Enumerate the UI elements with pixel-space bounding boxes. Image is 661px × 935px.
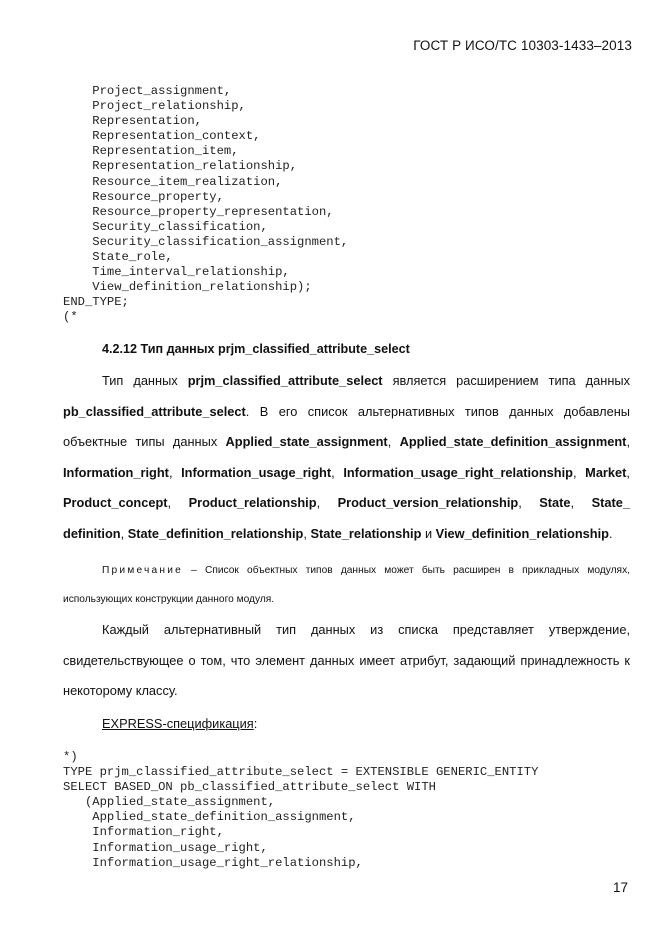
- code-line: Applied_state_definition_assignment,: [63, 810, 356, 825]
- code-line: *): [63, 750, 78, 764]
- paragraph-explanation: Каждый альтернативный тип данных из списка представляет утверждение, свидетельствующее о том, что элемент данных имеет атрибут, задающий принадлежность к некоторому классу.: [63, 622, 630, 699]
- code-line: Resource_property_representation,: [63, 204, 334, 219]
- code-line: Representation_item,: [63, 144, 239, 159]
- code-line: Resource_item_realization,: [63, 174, 283, 189]
- page-number: 17: [612, 880, 628, 895]
- note-text: – Список объектных типов данных может быть расширен в прикладных модулях, использующих конструкции данного модуля.: [63, 565, 630, 605]
- code-block-top: [63, 84, 348, 326]
- code-line: Security_classification_assignment,: [63, 234, 349, 249]
- code-line: State_role,: [63, 250, 173, 265]
- code-line: END_TYPE;: [63, 295, 129, 310]
- code-line: Representation_relationship,: [63, 159, 298, 174]
- code-line: Project_relationship,: [63, 99, 246, 114]
- code-line: (*: [63, 310, 78, 325]
- note-paragraph: [63, 556, 630, 614]
- code-line: View_definition_relationship);: [63, 280, 312, 295]
- code-line: Time_interval_relationship,: [63, 265, 290, 280]
- code-block-bottom: [63, 750, 538, 871]
- section-heading: 4.2.12 Тип данных prjm_classified_attribute_select: [102, 342, 410, 356]
- code-line: Security_classification,: [63, 219, 268, 234]
- paragraph-description: Тип данных prjm_classified_attribute_select является расширением типа данных pb_classified_attribute_select. В его список альтернативных типов данных добавлены объектные типы данных Applied_state_assignment, Applied_state_definition_assignment, Information_right, Information_usage_right, Information_usage_right_relationship, Market, Product_concept, Product_relationship, Product_version_relationship, State, State_ definition, State_definition_relationship, State_relationship и View_definition_relationship.: [63, 373, 630, 541]
- code-line: (Applied_state_assignment,: [63, 795, 276, 810]
- code-line: Representation_context,: [63, 129, 261, 144]
- code-line: SELECT BASED_ON pb_classified_attribute_select WITH: [63, 780, 436, 795]
- code-line: Information_usage_right,: [63, 840, 268, 855]
- code-line: Project_assignment,: [63, 84, 232, 98]
- note-label: Примечание: [102, 565, 183, 576]
- page-header: ГОСТ Р ИСО/ТС 10303-1433–2013: [413, 38, 632, 53]
- express-spec-label: EXPRESS-спецификация:: [102, 716, 258, 731]
- code-line: Information_right,: [63, 825, 224, 840]
- code-line: Representation,: [63, 114, 202, 129]
- code-line: Information_usage_right_relationship,: [63, 855, 363, 870]
- code-line: Resource_property,: [63, 189, 224, 204]
- code-line: TYPE prjm_classified_attribute_select = EXTENSIBLE GENERIC_ENTITY: [63, 765, 539, 780]
